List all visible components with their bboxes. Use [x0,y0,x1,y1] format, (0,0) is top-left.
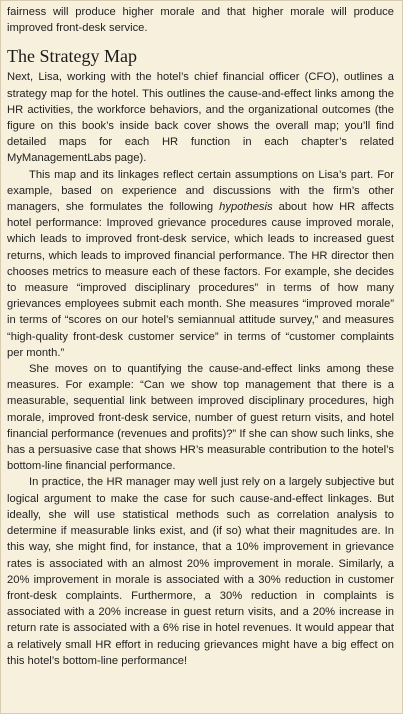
intro-paragraph: fairness will produce higher morale and that higher morale will produce improved front-desk service. [7,6,394,35]
body-paragraph-4: In practice, the HR manager may well just rely on a largely subjective but logical argument to make the case for such cause-and-effect linkages. But ideally, she will use statistical methods such as correlation analysis to determine if measurable links exist, and (if so) what their magnitudes are. In this way, she might find, for instance, that a 10% improvement in grievance rates is associated with an almost 20% improvement in morale. Similarly, a 20% improvement in morale is associated with a 30% reduction in customer front-desk complaints. Furthermore, a 30% reduction in complaints is associated with a 20% increase in guest return visits, and a 20% increase in return rate is associated with a 6% rise in hotel revenues. It would appear that a relatively small HR effort in reducing grievances might have a big effect on this hotel’s bottom-line performance! [7,476,394,667]
hypothesis-emphasis: hypothesis [219,201,273,214]
body-paragraph-2 [7,167,394,361]
body-paragraph-3: She moves on to quantifying the cause-and-effect links among these measures. For example: “Can we show top management that there is a measurable, sequential link between improved disciplinary procedures, high morale, improved front-desk service, number of guest return visits, and hotel financial performance (revenues and profits)?” If she can show such links, she has a persuasive case that shows HR’s measurable contribution to the hotel’s bottom-line financial performance. [7,363,394,473]
body-paragraph-1: Next, Lisa, working with the hotel’s chief financial officer (CFO), outlines a strategy map for the hotel. This outlines the cause-and-effect links among the HR activities, the workforce behaviors, and the organizational outcomes (the figure on this book’s inside back cover shows the overall map; you’ll find detailed maps for each HR function in each chapter’s related MyManagementLabs page). [7,71,394,165]
section-heading: The Strategy Map [7,46,137,67]
paragraph-2-lead: This map and its linkages reflect certain assumptions on Lisa’s part. For example, based on experience and discussions with the firm’s other managers, she formulates the following [7,168,394,214]
paragraph-2-rest: about how HR affects hotel performance: Improved grievance procedures cause improved morale, which leads to improved front-desk service, which leads to increased guest returns, which leads to improved financial performance. The HR director then chooses metrics to measure each of these factors. For example, she decides to measure “improved disciplinary procedures” in terms of how many grievances employees submit each month. She measures “improved morale” in terms of “scores on our hotel’s semiannual attitude survey,” and measures “high-quality front-desk customer service” in terms of “customer complaints per month.” [7,201,394,359]
